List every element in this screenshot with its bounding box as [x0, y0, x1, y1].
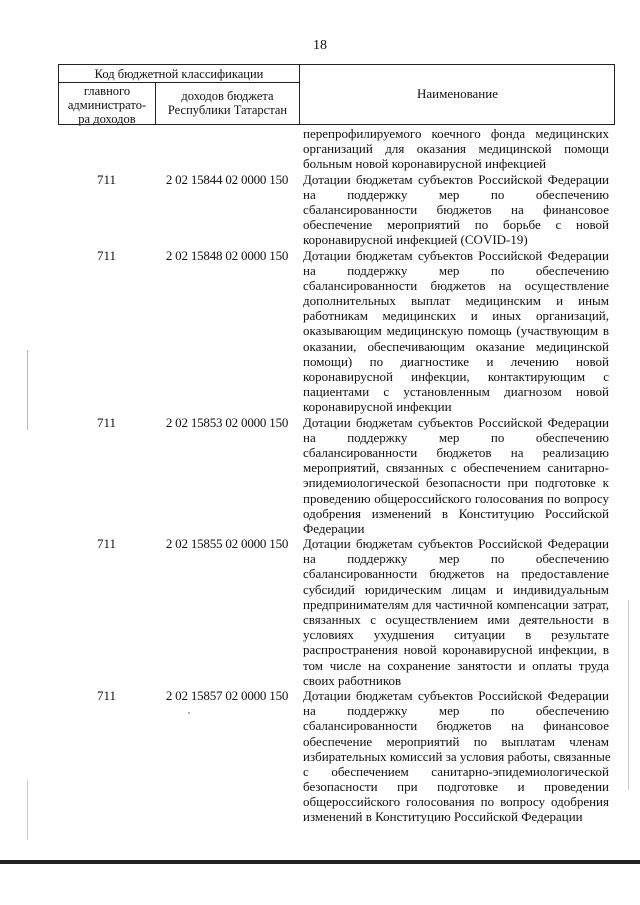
scan-edge — [27, 780, 28, 840]
text-line: помощи) по диагностике и лечению новой — [303, 353, 609, 369]
header-chief-administrator-line: ра доходов — [78, 112, 136, 126]
page-number: 18 — [313, 38, 327, 53]
name-cell — [303, 415, 609, 537]
header-budget-income-line: Республики Татарстан — [167, 103, 288, 117]
text-line: оказывающим медицинскую помощь (участвующим в — [303, 323, 609, 339]
text-line: Дотации бюджетам субъектов Российской Федерации — [303, 247, 609, 263]
text-line: перепрофилируемого коечного фонда медицинских — [303, 126, 609, 141]
name-cell — [303, 536, 609, 688]
text-line: с обеспечением санитарно-эпидемиологической — [303, 763, 609, 779]
admin-code-cell: 711 — [96, 247, 117, 263]
text-line: на поддержку мер по обеспечению — [303, 551, 609, 567]
header-chief-administrator-line: администрато- — [67, 98, 147, 112]
name-cell — [303, 688, 609, 825]
text-line: обеспечение мероприятий по борьбе с новой — [303, 217, 609, 233]
text-line: сбалансированности бюджетов на реализацию — [303, 444, 609, 460]
text-line: связанных с осуществлением ими деятельности в — [303, 612, 609, 627]
text-line: коронавирусной инфекцией (COVID-19) — [303, 232, 528, 248]
admin-code-cell: 711 — [96, 687, 117, 703]
text-line: на поддержку мер по обеспечению — [303, 703, 609, 719]
text-line: изменений в Конституцию Российской Федерации — [303, 809, 583, 825]
text-line: на поддержку мер по обеспечению — [303, 186, 609, 202]
text-line: Дотации бюджетам субъектов Российской Федерации — [303, 536, 609, 552]
text-line: распространения новой коронавирусной инфекции, в — [303, 642, 609, 658]
text-line: на поддержку мер по обеспечению — [303, 429, 609, 445]
name-cell — [303, 248, 609, 415]
admin-code-cell: 711 — [96, 414, 117, 430]
scan-edge — [27, 350, 28, 430]
page-bottom-edge — [0, 860, 640, 864]
text-line: мероприятий, связанных с обеспечением санитарно- — [303, 460, 609, 476]
text-line: Дотации бюджетам субъектов Российской Федерации — [303, 687, 609, 703]
text-line: больным новой коронавирусной инфекцией — [303, 156, 547, 172]
text-line: обеспечение мероприятий по выплатам членам — [303, 733, 609, 749]
text-line: эпидемиологической безопасности при подготовке к — [303, 475, 609, 491]
text-line: одобрения изменений в Конституцию Российской — [303, 505, 609, 521]
table-row — [58, 415, 615, 537]
admin-code-cell: 711 — [96, 171, 117, 187]
table-row — [58, 172, 615, 248]
header-budget-classification-code: Код бюджетной классификации — [59, 65, 300, 83]
text-line: Федерации — [303, 520, 365, 536]
admin-code-cell: 711 — [96, 536, 117, 552]
text-line: работникам медицинских и иных организаций, — [303, 308, 609, 324]
table-header — [58, 64, 615, 125]
text-line: коронавирусной инфекции, контактирующим с — [303, 369, 609, 384]
scan-edge — [628, 600, 629, 790]
text-line: том числе на сохранение занятости и оплаты труда — [303, 657, 609, 673]
scan-artifact — [188, 712, 190, 714]
text-line: общероссийского голосования по вопросу одобрения — [303, 794, 609, 810]
text-line: сбалансированности бюджетов на предоставление — [303, 566, 609, 582]
text-line: безопасности при подготовке и проведении — [303, 779, 609, 795]
text-line: Дотации бюджетам субъектов Российской Федерации — [303, 414, 609, 430]
continued-row — [58, 126, 615, 172]
text-line: на поддержку мер по обеспечению — [303, 262, 609, 278]
text-line: сбалансированности бюджетов на финансовое — [303, 201, 609, 217]
text-line: дополнительных выплат медицинским и иным — [303, 293, 609, 309]
text-line: предпринимателям для частичной компенсации затрат, — [303, 596, 609, 612]
table-body — [58, 126, 615, 825]
text-line: условиях ухудшения ситуации в результате — [303, 627, 609, 643]
header-budget-income-line: доходов бюджета — [181, 89, 274, 103]
text-line: пациентами с установленным диагнозом новой — [303, 384, 609, 400]
header-name: Наименование — [417, 86, 498, 101]
text-line: избирательных комиссий за условия работы, связанные — [303, 748, 611, 764]
text-line: коронавирусной инфекции — [303, 399, 452, 415]
continued-text — [303, 126, 609, 172]
header-chief-administrator-line: главного — [83, 84, 131, 98]
header-chief-administrator — [59, 83, 156, 125]
text-line: субсидий юридическим лицам и индивидуальным — [303, 581, 609, 597]
text-line: оказании, обеспечивающим оказание медицинской — [303, 338, 609, 354]
text-line: сбалансированности бюджетов на осуществление — [303, 277, 609, 293]
table-row — [58, 536, 615, 688]
budget-code-cell: 2 02 15844 02 0000 150 — [165, 171, 289, 187]
text-line: своих работников — [303, 672, 402, 688]
table-row — [58, 688, 615, 825]
budget-code-cell: 2 02 15853 02 0000 150 — [165, 414, 289, 430]
text-line: организаций для оказания медицинской помощи — [303, 141, 609, 157]
budget-code-cell: 2 02 15857 02 0000 150 — [165, 687, 289, 703]
name-cell — [303, 172, 609, 248]
text-line: проведению общероссийского голосования по вопросу — [303, 490, 609, 506]
budget-code-cell: 2 02 15855 02 0000 150 — [165, 536, 289, 552]
table-row — [58, 248, 615, 415]
text-line: сбалансированности бюджетов на финансовое — [303, 718, 609, 734]
header-budget-income — [156, 83, 300, 125]
budget-code-cell: 2 02 15848 02 0000 150 — [165, 247, 289, 263]
text-line: Дотации бюджетам субъектов Российской Федерации — [303, 171, 609, 187]
